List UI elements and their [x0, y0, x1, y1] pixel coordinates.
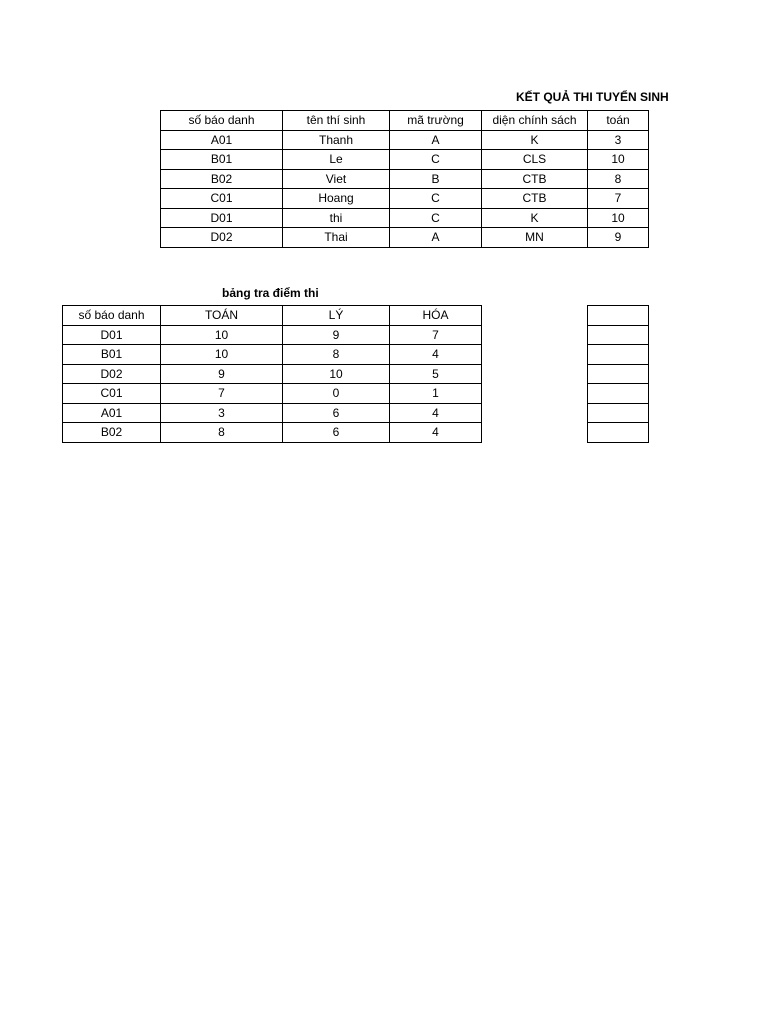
table-row: [63, 403, 482, 423]
table-cell[interactable]: B02: [161, 169, 283, 189]
table-cell[interactable]: Thai: [283, 228, 390, 248]
empty-cell[interactable]: [588, 306, 649, 326]
table-cell[interactable]: 0: [283, 384, 390, 404]
table-row: [588, 403, 649, 423]
table-row: [63, 325, 482, 345]
table-cell[interactable]: CTB: [482, 189, 588, 209]
table-cell[interactable]: A01: [63, 403, 161, 423]
header-cell[interactable]: HÓA: [390, 306, 482, 326]
header-cell[interactable]: diện chính sách: [482, 111, 588, 131]
header-cell[interactable]: LÝ: [283, 306, 390, 326]
table-row: [588, 384, 649, 404]
table-cell[interactable]: 9: [283, 325, 390, 345]
table-cell[interactable]: 7: [161, 384, 283, 404]
lookup-header-row: [63, 306, 482, 326]
table-cell[interactable]: CTB: [482, 169, 588, 189]
table-cell[interactable]: C01: [63, 384, 161, 404]
table-row: [63, 345, 482, 365]
table-cell[interactable]: 8: [161, 423, 283, 443]
table-cell[interactable]: D02: [63, 364, 161, 384]
table-cell[interactable]: 9: [588, 228, 649, 248]
table-cell[interactable]: 5: [390, 364, 482, 384]
results-table: [160, 110, 649, 248]
table-cell[interactable]: C: [390, 150, 482, 170]
header-cell[interactable]: toán: [588, 111, 649, 131]
table-cell[interactable]: Thanh: [283, 130, 390, 150]
table-row: [161, 150, 649, 170]
lookup-table: [62, 305, 482, 443]
table-row: [588, 345, 649, 365]
table-cell[interactable]: 8: [588, 169, 649, 189]
header-cell[interactable]: mã trường: [390, 111, 482, 131]
empty-cell[interactable]: [588, 423, 649, 443]
table-row: [161, 228, 649, 248]
table-cell[interactable]: 10: [588, 208, 649, 228]
table-cell[interactable]: D02: [161, 228, 283, 248]
table-cell[interactable]: A01: [161, 130, 283, 150]
table-cell[interactable]: B01: [63, 345, 161, 365]
table-row: [588, 423, 649, 443]
table-cell[interactable]: Viet: [283, 169, 390, 189]
table-cell[interactable]: D01: [63, 325, 161, 345]
table-cell[interactable]: C: [390, 208, 482, 228]
table-row: [63, 423, 482, 443]
table-row: [161, 130, 649, 150]
lookup-title: bảng tra điểm thi: [222, 286, 319, 300]
empty-cell[interactable]: [588, 403, 649, 423]
table-cell[interactable]: 6: [283, 423, 390, 443]
table-row: [63, 384, 482, 404]
header-cell[interactable]: TOÁN: [161, 306, 283, 326]
table-cell[interactable]: 8: [283, 345, 390, 365]
table-cell[interactable]: 4: [390, 403, 482, 423]
table-cell[interactable]: 4: [390, 345, 482, 365]
table-row: [63, 364, 482, 384]
table-cell[interactable]: 7: [390, 325, 482, 345]
table-cell[interactable]: B01: [161, 150, 283, 170]
empty-cell[interactable]: [588, 384, 649, 404]
table-row: [588, 306, 649, 326]
table-cell[interactable]: Hoang: [283, 189, 390, 209]
table-row: [588, 364, 649, 384]
table-row: [588, 325, 649, 345]
table-cell[interactable]: 10: [588, 150, 649, 170]
empty-column-table: [587, 305, 649, 443]
table-cell[interactable]: Le: [283, 150, 390, 170]
table-cell[interactable]: 7: [588, 189, 649, 209]
table-cell[interactable]: A: [390, 228, 482, 248]
empty-cell[interactable]: [588, 364, 649, 384]
table-cell[interactable]: C: [390, 189, 482, 209]
table-cell[interactable]: 10: [283, 364, 390, 384]
table-cell[interactable]: K: [482, 130, 588, 150]
header-cell[interactable]: số báo danh: [161, 111, 283, 131]
table-row: [161, 189, 649, 209]
table-cell[interactable]: B: [390, 169, 482, 189]
empty-cell[interactable]: [588, 325, 649, 345]
table-cell[interactable]: 10: [161, 345, 283, 365]
table-cell[interactable]: 3: [161, 403, 283, 423]
table-cell[interactable]: K: [482, 208, 588, 228]
table-cell[interactable]: 6: [283, 403, 390, 423]
table-cell[interactable]: 3: [588, 130, 649, 150]
header-cell[interactable]: số báo danh: [63, 306, 161, 326]
results-title: KẾT QUẢ THI TUYỂN SINH: [516, 90, 669, 104]
table-row: [161, 208, 649, 228]
table-cell[interactable]: A: [390, 130, 482, 150]
table-cell[interactable]: 9: [161, 364, 283, 384]
table-cell[interactable]: B02: [63, 423, 161, 443]
table-cell[interactable]: CLS: [482, 150, 588, 170]
table-cell[interactable]: C01: [161, 189, 283, 209]
table-cell[interactable]: 1: [390, 384, 482, 404]
table-cell[interactable]: 4: [390, 423, 482, 443]
empty-cell[interactable]: [588, 345, 649, 365]
results-header-row: [161, 111, 649, 131]
header-cell[interactable]: tên thí sinh: [283, 111, 390, 131]
table-cell[interactable]: thi: [283, 208, 390, 228]
table-cell[interactable]: 10: [161, 325, 283, 345]
table-cell[interactable]: MN: [482, 228, 588, 248]
table-cell[interactable]: D01: [161, 208, 283, 228]
table-row: [161, 169, 649, 189]
